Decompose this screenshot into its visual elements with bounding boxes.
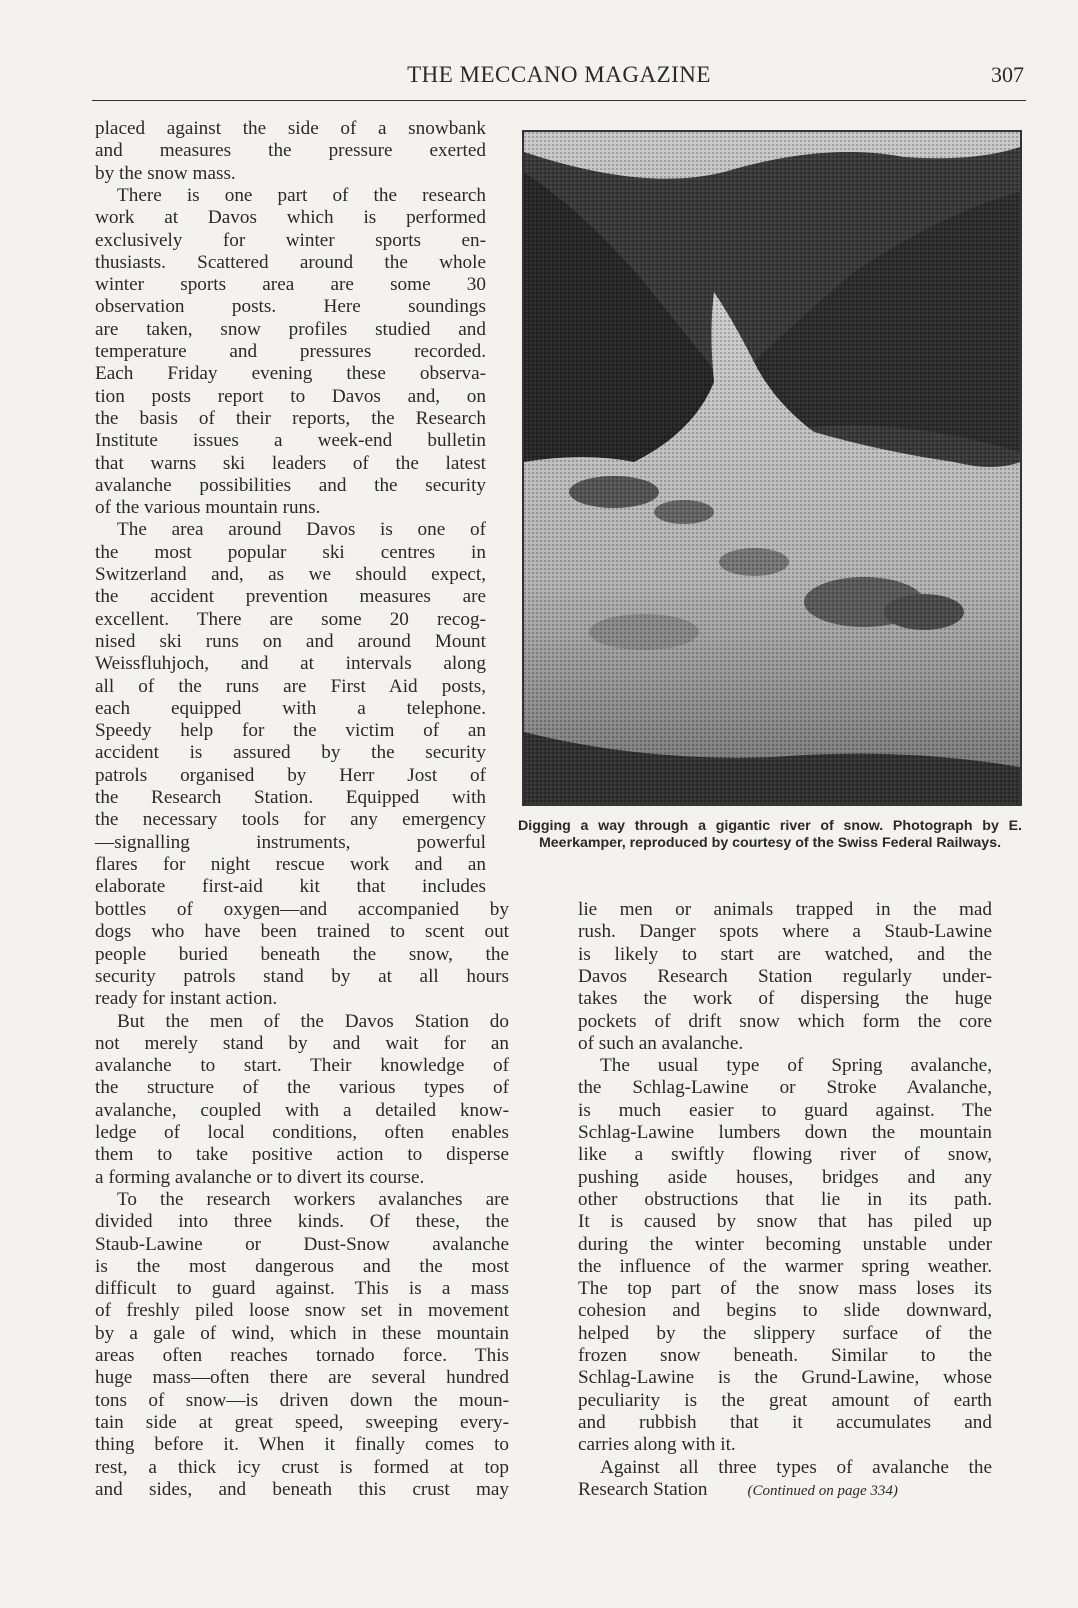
- avalanche-photograph: [522, 130, 1022, 806]
- text-line: thing before it. When it finally comes to: [95, 1434, 509, 1456]
- text-line: is likely to start are watched, and the: [578, 943, 992, 965]
- text-line: The usual type of Spring avalanche,: [600, 1055, 992, 1077]
- text-line: temperature and pressures recorded.: [95, 341, 486, 362]
- text-line: by the snow mass.: [95, 162, 236, 184]
- text-line: areas often reaches tornado force. This: [95, 1345, 509, 1366]
- text-line: Schlag-Lawine lumbers down the mountain: [578, 1122, 992, 1143]
- text-line: the basis of their reports, the Research: [95, 407, 486, 429]
- text-line: The area around Davos is one of: [117, 519, 486, 541]
- text-line: and rubbish that it accumulates and: [578, 1411, 992, 1433]
- page-number: 307: [991, 62, 1024, 87]
- text-line: winter sports area are some 30: [95, 274, 486, 296]
- text-line: work at Davos which is performed: [95, 207, 486, 229]
- text-line: But the men of the Davos Station do: [117, 1010, 509, 1032]
- text-line: of freshly piled loose snow set in movement: [95, 1300, 509, 1322]
- text-line: Institute issues a week-end bulletin: [95, 430, 486, 452]
- text-line: Research Station (Continued on page 334): [578, 1478, 898, 1500]
- text-line: —signalling instruments, powerful: [95, 831, 486, 853]
- text-line: the accident prevention measures are: [95, 586, 486, 608]
- text-line: Against all three types of avalanche the: [600, 1456, 992, 1478]
- text-line: ledge of local conditions, often enables: [95, 1122, 509, 1143]
- text-line: nised ski runs on and around Mount: [95, 630, 486, 652]
- text-line: huge mass—often there are several hundred: [95, 1367, 509, 1389]
- text-line: rush. Danger spots where a Staub-Lawine: [578, 921, 992, 943]
- text-line: ready for instant action.: [95, 988, 278, 1010]
- text-line: cohesion and begins to slide downward,: [578, 1300, 992, 1322]
- text-line: Weissfluhjoch, and at intervals along: [95, 653, 486, 675]
- text-line: security patrols stand by at all hours: [95, 965, 509, 987]
- text-line: avalanche, coupled with a detailed know-: [95, 1099, 509, 1121]
- text-line: helped by the slippery surface of the: [578, 1322, 992, 1344]
- text-line: It is caused by snow that has piled up: [578, 1211, 992, 1233]
- text-line: pockets of drift snow which form the core: [578, 1010, 992, 1032]
- text-line: of the various mountain runs.: [95, 497, 321, 519]
- text-line: thusiasts. Scattered around the whole: [95, 251, 486, 273]
- text-line: observation posts. Here soundings: [95, 296, 486, 318]
- text-line: by a gale of wind, which in these mountain: [95, 1322, 509, 1344]
- text-line: each equipped with a telephone.: [95, 697, 486, 719]
- text-line: flares for night rescue work and an: [95, 853, 486, 875]
- text-line: dogs who have been trained to scent out: [95, 921, 509, 943]
- text-line: Speedy help for the victim of an: [95, 720, 486, 742]
- text-line: To the research workers avalanches are: [117, 1188, 509, 1210]
- text-line: the most popular ski centres in: [95, 541, 486, 563]
- text-line: excellent. There are some 20 recog-: [95, 608, 486, 630]
- text-line: The top part of the snow mass loses its: [578, 1278, 992, 1300]
- page-header: [92, 60, 1026, 101]
- text-line: accident is assured by the security: [95, 742, 486, 764]
- text-line: tain side at great speed, sweeping every-: [95, 1411, 509, 1433]
- text-line: them to take positive action to disperse: [95, 1144, 509, 1166]
- text-line: Staub-Lawine or Dust-Snow avalanche: [95, 1233, 509, 1255]
- text-line: tion posts report to Davos and, on: [95, 385, 486, 407]
- text-line: patrols organised by Herr Jost of: [95, 764, 486, 786]
- text-line: lie men or animals trapped in the mad: [578, 899, 992, 920]
- text-line: Schlag-Lawine is the Grund-Lawine, whose: [578, 1367, 992, 1389]
- text-line: placed against the side of a snowbank: [95, 118, 486, 139]
- text-line: all of the runs are First Aid posts,: [95, 675, 486, 697]
- text-line: is the most dangerous and the most: [95, 1255, 509, 1277]
- text-line: peculiarity is the great amount of earth: [578, 1389, 992, 1411]
- text-line: Each Friday evening these observa-: [95, 363, 486, 385]
- text-line: and sides, and beneath this crust may: [95, 1478, 509, 1500]
- text-line: during the winter becoming unstable under: [578, 1233, 992, 1255]
- text-line: is much easier to guard against. The: [578, 1099, 992, 1121]
- text-line: the structure of the various types of: [95, 1077, 509, 1099]
- text-line: the Research Station. Equipped with: [95, 787, 486, 808]
- text-line: carries along with it.: [578, 1434, 736, 1456]
- text-line: the influence of the warmer spring weather.: [578, 1255, 992, 1277]
- text-line: Davos Research Station regularly under-: [578, 965, 992, 987]
- text-line: takes the work of dispersing the huge: [578, 988, 992, 1010]
- continued-note: (Continued on page 334): [747, 1482, 898, 1499]
- text-line: avalanche to start. Their knowledge of: [95, 1055, 509, 1077]
- text-line: exclusively for winter sports en-: [95, 229, 486, 251]
- text-line: the Schlag-Lawine or Stroke Avalanche,: [578, 1077, 992, 1099]
- magazine-title: THE MECCANO MAGAZINE: [407, 62, 711, 87]
- text-line: avalanche possibilities and the security: [95, 474, 486, 496]
- text-line: are taken, snow profiles studied and: [95, 318, 486, 340]
- text-line: pushing aside houses, bridges and any: [578, 1166, 992, 1188]
- photo-caption: Digging a way through a gigantic river of snow. Photograph by E. Meerkamper, reproduced by courtesy of the Swiss Federal Railways.: [518, 818, 1022, 851]
- text-line: people buried beneath the snow, the: [95, 943, 509, 965]
- text-line: not merely stand by and wait for an: [95, 1032, 509, 1054]
- text-line: frozen snow beneath. Similar to the: [578, 1345, 992, 1366]
- text-line: There is one part of the research: [117, 184, 486, 206]
- text-line: like a swiftly flowing river of snow,: [578, 1144, 992, 1166]
- text-line: elaborate first-aid kit that includes: [95, 876, 486, 898]
- text-line: divided into three kinds. Of these, the: [95, 1211, 509, 1233]
- text-line: tons of snow—is driven down the moun-: [95, 1389, 509, 1411]
- text-line: and measures the pressure exerted: [95, 140, 486, 162]
- text-line: bottles of oxygen—and accompanied by: [95, 899, 509, 920]
- text-line: difficult to guard against. This is a mass: [95, 1278, 509, 1300]
- text-line: of such an avalanche.: [578, 1032, 744, 1054]
- text-line: a forming avalanche or to divert its course.: [95, 1166, 425, 1188]
- text-line: other obstructions that lie in its path.: [578, 1188, 992, 1210]
- text-line: that warns ski leaders of the latest: [95, 452, 486, 474]
- text-line: rest, a thick icy crust is formed at top: [95, 1456, 509, 1478]
- text-line: the necessary tools for any emergency: [95, 809, 486, 831]
- text-line: Switzerland and, as we should expect,: [95, 564, 486, 585]
